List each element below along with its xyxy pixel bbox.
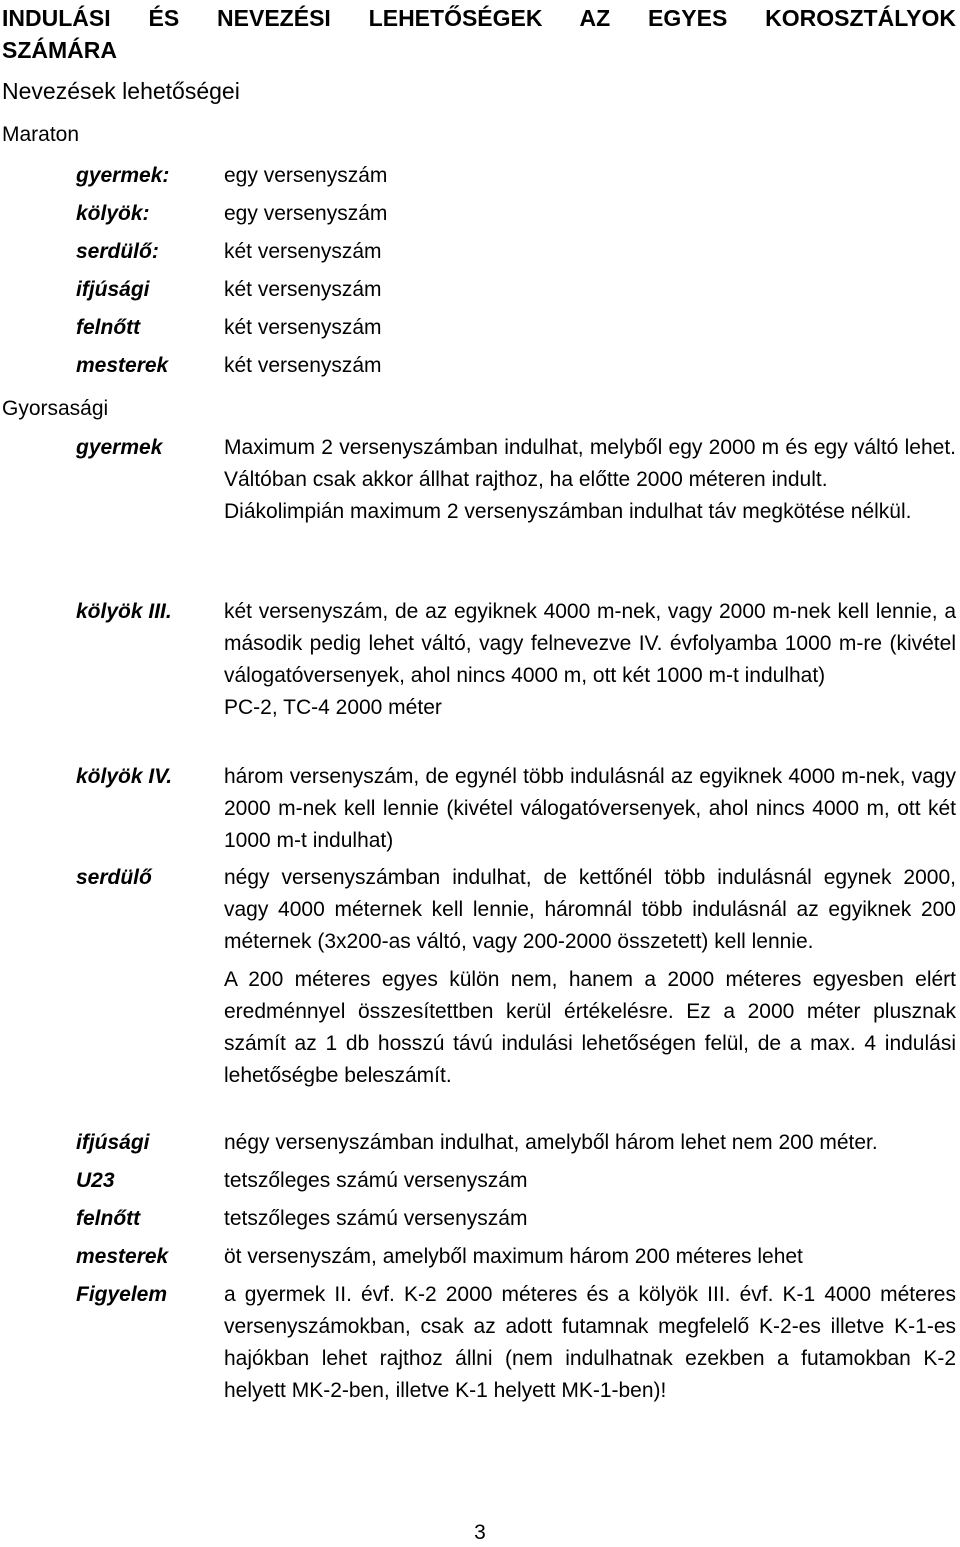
row-value [224, 432, 956, 528]
row-value: egy versenyszám [224, 164, 388, 187]
row-label: mesterek [76, 1245, 169, 1268]
row-label: gyermek [76, 436, 163, 459]
paragraph: Maximum 2 versenyszámban indulhat, melyből egy 2000 m és egy váltó lehet. Váltóban csak akkor állhat rajthoz, ha előtte 2000 méteren indult. [224, 436, 956, 491]
paragraph: PC-2, TC-4 2000 méter [224, 696, 442, 719]
section-heading-gyorsasagi: Gyorsasági [2, 397, 109, 420]
row-label: mesterek [76, 354, 169, 377]
row-label: kölyök III. [76, 600, 172, 623]
row-value: tetszőleges számú versenyszám [224, 1207, 528, 1230]
row-label: felnőtt [76, 1207, 141, 1230]
row-label: U23 [76, 1169, 115, 1192]
section-heading-maraton: Maraton [2, 123, 80, 146]
paragraph: Diákolimpián maximum 2 versenyszámban indulhat táv megkötése nélkül. [224, 500, 912, 523]
row-label: kölyök: [76, 202, 150, 225]
row-value [224, 862, 956, 1092]
paragraph: két versenyszám, de az egyiknek 4000 m-nek, vagy 2000 m-nek kell lennie, a második pedig lehet váltó, vagy felnevezve IV. évfolyamba 1000 m-re (kivétel válogatóversenyek, ahol nincs 4000 m, ott két 1000 m-t indulhat) [224, 600, 956, 687]
row-value [224, 1279, 956, 1407]
paragraph: A 200 méteres egyes külön nem, hanem a 2000 méteres egyesben elért eredménnyel összesítettben kerül értékelésre. Ez a 2000 méter plusznak számít az 1 db hosszú távú indulási lehetőségen felül, de a max. 4 indulási lehetőségbe beleszámít. [224, 968, 956, 1087]
page-title [2, 2, 956, 66]
row-value: négy versenyszámban indulhat, amelyből három lehet nem 200 méter. [224, 1131, 878, 1154]
row-label: ifjúsági [76, 278, 150, 301]
title-line-2: SZÁMÁRA [2, 37, 117, 63]
row-label: serdülő: [76, 240, 159, 263]
row-value: két versenyszám [224, 316, 382, 339]
row-value: tetszőleges számú versenyszám [224, 1169, 528, 1192]
row-label: felnőtt [76, 316, 141, 339]
page-number: 3 [474, 1521, 486, 1544]
row-value: két versenyszám [224, 354, 382, 377]
title-line-1: INDULÁSI ÉS NEVEZÉSI LEHETŐSÉGEK AZ EGYES KOROSZTÁLYOK [2, 5, 956, 31]
row-value: öt versenyszám, amelyből maximum három 200 méteres lehet [224, 1245, 803, 1268]
row-label: ifjúsági [76, 1131, 150, 1154]
subtitle: Nevezések lehetőségei [2, 78, 240, 104]
paragraph: négy versenyszámban indulhat, de kettőnél több indulásnál egynek 2000, vagy 4000 méternek kell lennie, háromnál több indulásnál az egyiknek 200 méternek (3x200-as váltó, vagy 200-2000 összetett) kell lennie. [224, 866, 956, 953]
row-value: két versenyszám [224, 240, 382, 263]
row-value [224, 596, 956, 724]
row-label: serdülő [76, 866, 152, 889]
paragraph: a gyermek II. évf. K-2 2000 méteres és a kölyök III. évf. K-1 4000 méteres versenyszámokban, csak az adott futamnak megfelelő K-2-es illetve K-1-es hajókban lehet rajthoz állni (nem indulhatnak ezekben a futamokban K-2 helyett MK-2-ben, illetve K-1 helyett MK-1-ben)! [224, 1283, 956, 1402]
row-label: gyermek: [76, 164, 170, 187]
paragraph: három versenyszám, de egynél több indulásnál az egyiknek 4000 m-nek, vagy 2000 m-nek kell lennie (kivétel válogatóversenyek, ahol nincs 4000 m, ott két 1000 m-t indulhat) [224, 765, 956, 852]
row-value [224, 761, 956, 857]
row-label: kölyök IV. [76, 765, 173, 788]
row-value: két versenyszám [224, 278, 382, 301]
row-value: egy versenyszám [224, 202, 388, 225]
row-label: Figyelem [76, 1283, 168, 1306]
